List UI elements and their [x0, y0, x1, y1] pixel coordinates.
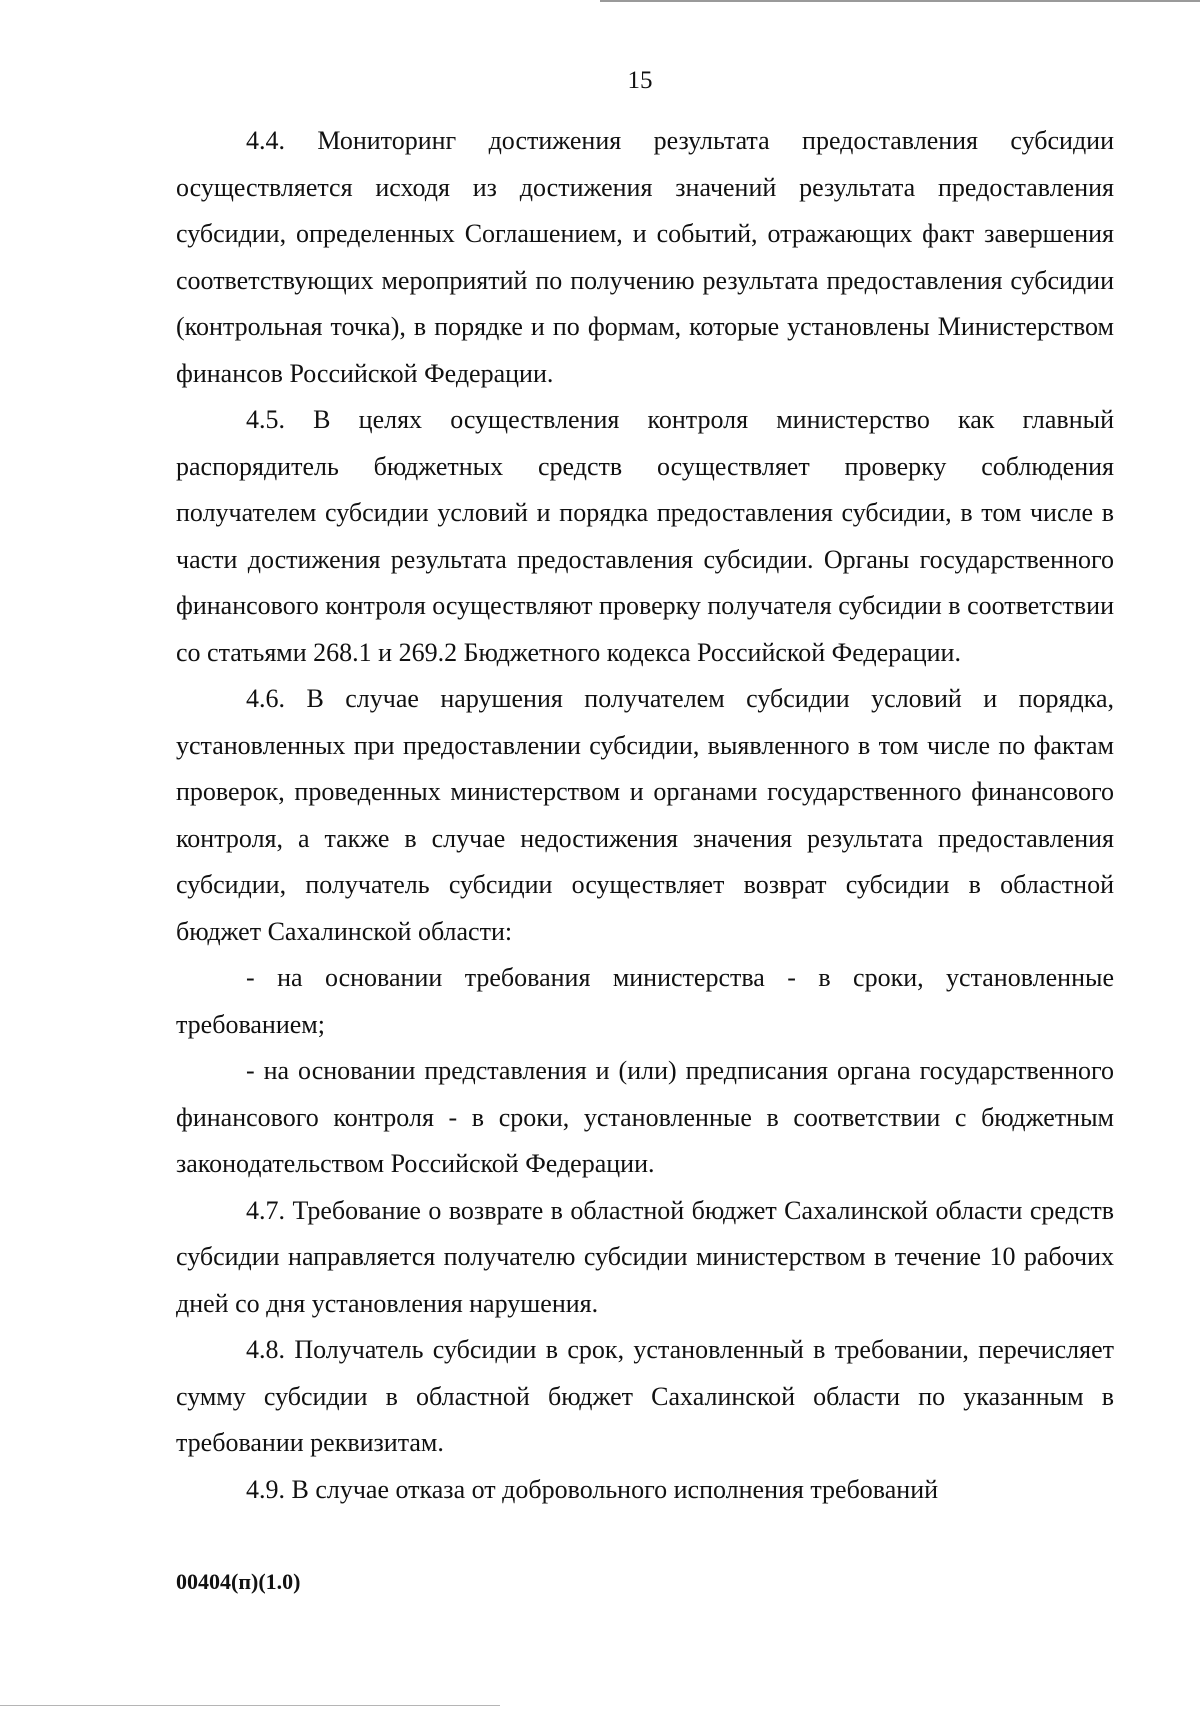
scan-edge-line-top: [600, 0, 1200, 2]
document-code: 00404(п)(1.0): [176, 1569, 301, 1594]
paragraph-4-6-item-2: - на основании представления и (или) предписания органа государственного финансового контроля - в сроки, установленные в соответствии с бюджетным законодательством Российской Федерации.: [176, 1056, 1114, 1178]
paragraph-4-8: 4.8. Получатель субсидии в срок, установленный в требовании, перечисляет сумму субсидии в областной бюджет Сахалинской области по указанным в требовании реквизитам.: [176, 1335, 1114, 1457]
paragraph-4-6-item-1: - на основании требования министерства - в сроки, установленные требованием;: [176, 963, 1114, 1039]
page-number: 15: [627, 67, 653, 94]
paragraph-4-6: 4.6. В случае нарушения получателем субсидии условий и порядка, установленных при предоставлении субсидии, выявленного в том числе по фактам проверок, проведенных министерством и органами государственного финансового контроля, а также в случае недостижения значения результата предоставления субсидии, получатель субсидии осуществляет возврат субсидии в областной бюджет Сахалинской области:: [176, 684, 1114, 946]
paragraph-4-7: 4.7. Требование о возврате в областной бюджет Сахалинской области средств субсидии направляется получателю субсидии министерством в течение 10 рабочих дней со дня установления нарушения.: [176, 1195, 1114, 1318]
document-body: [176, 118, 1114, 1513]
paragraph-4-4: 4.4. Мониторинг достижения результата предоставления субсидии осуществляется исходя из достижения значений результата предоставления субсидии, определенных Соглашением, и событий, отражающих факт завершения соответствующих мероприятий по получению результата предоставления субсидии (контрольная точка), в порядке и по формам, которые установлены Министерством финансов Российской Федерации.: [176, 126, 1114, 388]
scan-edge-line-bottom: [0, 1705, 500, 1706]
paragraph-4-5: 4.5. В целях осуществления контроля министерство как главный распорядитель бюджетных средств осуществляет проверку соблюдения получателем субсидии условий и порядка предоставления субсидии, в том числе в части достижения результата предоставления субсидии. Органы государственного финансового контроля осуществляют проверку получателя субсидии в соответствии со статьями 268.1 и 269.2 Бюджетного кодекса Российской Федерации.: [176, 405, 1114, 667]
paragraph-4-9: 4.9. В случае отказа от добровольного исполнения требований: [246, 1474, 939, 1504]
